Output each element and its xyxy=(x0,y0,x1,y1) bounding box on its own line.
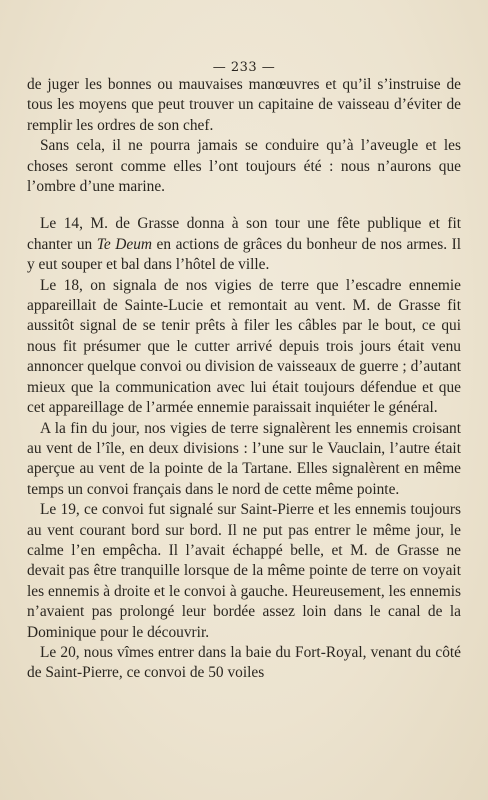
paragraph-3 xyxy=(27,214,461,275)
paragraph-1: de juger les bonnes ou mauvaises manœuvres et qu’il s’instruise de tous les moyens que peut trouver un capitaine de vaisseau d’éviter de remplir les ordres de son chef. xyxy=(27,76,461,134)
paragraph-4: Le 18, on signala de nos vigies de terre que l’escadre ennemie appareillait de Sainte-Lucie et remontait au vent. M. de Grasse fit aussitôt signal de se tenir prêts à filer les câbles par le bout, ce qui nous fit présumer que le cutter arrivé depuis trois jours était venu annoncer quelque convoi ou division de vaisseaux de guerre ; d’autant mieux que la communication avec lui était toujours défendue et que cet appareillage de l’armée ennemie paraissait inquiéter le général. xyxy=(27,276,461,417)
paragraph-3-text-a: Le 14, M. de Grasse donna à son tour une fête publique et fit chanter un xyxy=(27,215,461,253)
page-body xyxy=(27,75,461,684)
te-deum-italic: Te Deum xyxy=(96,235,153,253)
page-number: — 233 — xyxy=(212,60,276,75)
paragraph-6: Le 19, ce convoi fut signalé sur Saint-Pierre et les ennemis toujours au vent courant bord sur bord. Il ne put pas entrer le même jour, le calme l’en empêcha. Il l’avait échappé belle, et M. de Grasse ne devait pas être tranquille lorsque de la même pointe de terre on voyait les ennemis à droite et le convoi à gauche. Heureusement, les ennemis n’avaient pas prolongé leur bordée assez loin dans le canal de la Dominique pour le découvrir. xyxy=(27,501,461,641)
paragraph-3-text-b: en actions de grâces du bonheur de nos armes. Il y eut souper et bal dans l’hôtel de ville. xyxy=(27,235,461,274)
paragraph-7: Le 20, nous vîmes entrer dans la baie du Fort-Royal, venant du côté de Saint-Pierre, ce convoi de 50 voiles xyxy=(27,643,461,682)
paragraph-5: A la fin du jour, nos vigies de terre signalèrent les ennemis croisant au vent de l’île, en deux divisions : l’une sur le Vauclain, l’autre était aperçue au vent de la pointe de la Tartane. Elles signalèrent en même temps un convoi français dans le nord de cette même pointe. xyxy=(27,419,461,498)
paragraph-2: Sans cela, il ne pourra jamais se conduire qu’à l’aveugle et les choses seront comme elles l’ont toujours été : nous n’aurons que l’ombre d’une marine. xyxy=(27,137,461,196)
